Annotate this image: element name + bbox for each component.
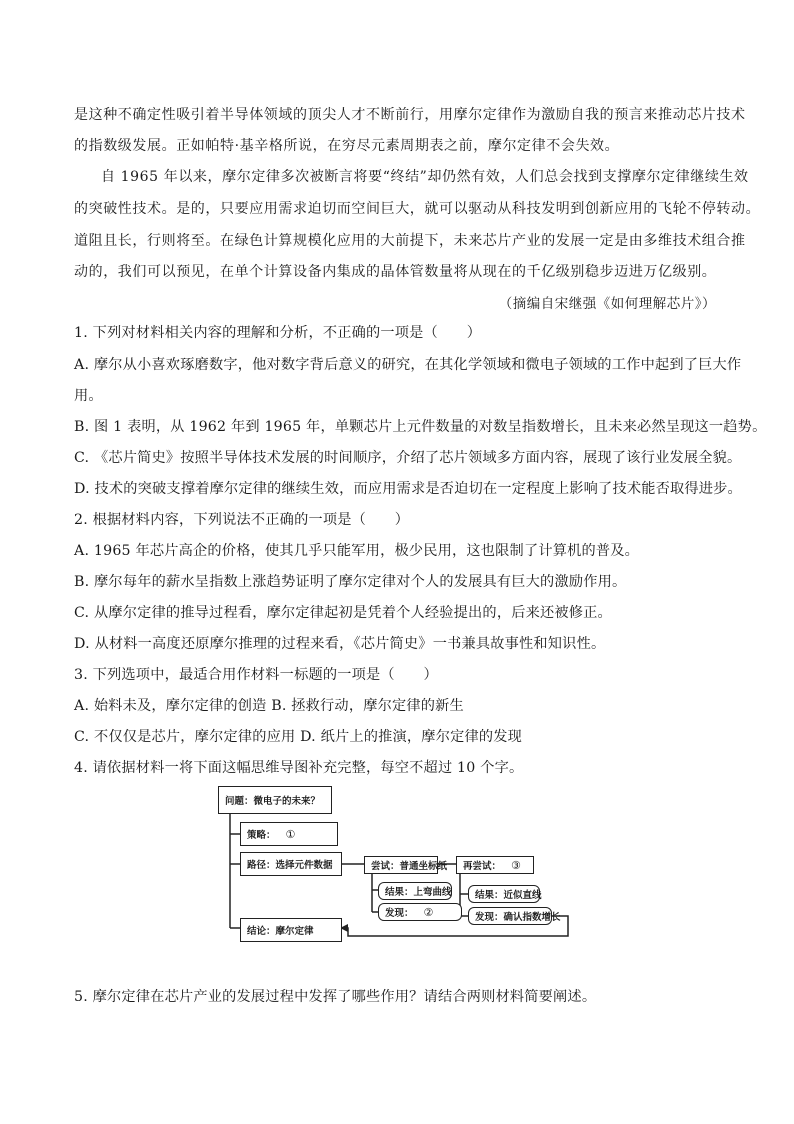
q5-stem: 5. 摩尔定律在芯片产业的发展过程中发挥了哪些作用？请结合两则材料简要阐述。: [74, 989, 597, 1005]
q2-option-c: C. 从摩尔定律的推导过程看，摩尔定律起初是凭着个人经验提出的，后来还被修正。: [74, 605, 612, 621]
passage-line-4: 的突破性技术。是的，只要应用需求迫切而空间巨大，就可以驱动从科技发明到创新应用的飞轮不停转动。: [74, 201, 761, 217]
mm-try2-text: 再尝试：: [463, 861, 502, 872]
mm-result2-text: 结果：近似直线: [475, 890, 542, 901]
q2-option-b: B. 摩尔每年的薪水呈指数上涨趋势证明了摩尔定律对个人的发展具有巨大的激励作用。: [74, 574, 627, 590]
mm-conclusion-text: 结论：摩尔定律: [247, 926, 314, 937]
mm-blank-3: ③: [511, 858, 521, 872]
mm-conclusion-box: [240, 918, 342, 942]
mm-path-text: 路径：选择元件数据: [247, 860, 333, 871]
q1-option-d: D. 技术的突破支撑着摩尔定律的继续生效，而应用需求是否迫切在一定程度上影响了技术能否取得进步。: [74, 481, 742, 497]
mm-discover2-box: [468, 907, 561, 925]
q1-option-a: A. 摩尔从小喜欢琢磨数字，他对数字背后意义的研究，在其化学领域和微电子领域的工作中起到了巨大作: [74, 357, 742, 373]
mm-discover1-box: [378, 903, 462, 921]
mm-strategy-box: [240, 822, 338, 846]
mm-try1-box: [364, 856, 448, 874]
mm-blank-1: ①: [285, 827, 296, 841]
mm-blank-2: ②: [423, 905, 434, 919]
mm-path-box: [240, 852, 342, 876]
mm-strategy-text: 策略：: [247, 830, 276, 841]
mm-result2-box: [468, 885, 540, 903]
mm-question-box: [218, 786, 332, 814]
passage-source: （摘编自宋继强《如何理解芯片》）: [498, 296, 716, 312]
mm-result1-text: 结果：上弯曲线: [385, 887, 452, 898]
mm-result1-box: [378, 882, 452, 900]
mm-question-text: 问题：微电子的未来？: [225, 796, 321, 807]
passage-line-1: 是这种不确定性吸引着半导体领域的顶尖人才不断前行，用摩尔定律作为激励自我的预言来推动芯片技术: [74, 107, 746, 123]
passage-line-3: 自 1965 年以来，摩尔定律多次被断言将要“终结”却仍然有效，人们总会找到支撑摩尔定律继续生效: [101, 169, 749, 185]
passage-line-5: 道阻且长，行则将至。在绿色计算规模化应用的大前提下，未来芯片产业的发展一定是由多维技术组合推: [74, 233, 746, 249]
q3-stem: 3. 下列选项中，最适合用作材料一标题的一项是（ ）: [74, 667, 438, 683]
q4-stem: 4. 请依据材料一将下面这幅思维导图补充完整，每空不超过 10 个字。: [74, 760, 524, 776]
q2-stem: 2. 根据材料内容，下列说法不正确的一项是（ ）: [74, 512, 410, 528]
mm-discover1-text: 发现：: [385, 908, 414, 919]
passage-line-6: 动的，我们可以预见，在单个计算设备内集成的晶体管数量将从现在的千亿级别稳步迈进万亿级别。: [74, 264, 717, 280]
mm-try2-box: [456, 856, 534, 874]
mm-try1-text: 尝试：普通坐标纸: [371, 861, 448, 872]
q1-stem: 1. 下列对材料相关内容的理解和分析，不正确的一项是（ ）: [74, 325, 482, 341]
mm-discover2-text: 发现：确认指数增长: [475, 912, 561, 923]
q2-option-d: D. 从材料一高度还原摩尔推理的过程来看，《芯片简史》一书兼具故事性和知识性。: [74, 636, 606, 652]
q1-option-a-cont: 用。: [74, 388, 103, 404]
q3-options-ab: A. 始料未及，摩尔定律的创造 B. 拯救行动，摩尔定律的新生: [74, 698, 464, 714]
mind-map: [218, 786, 578, 946]
q3-options-cd: C. 不仅仅是芯片，摩尔定律的应用 D. 纸片上的推演，摩尔定律的发现: [74, 729, 523, 745]
q1-option-c: C. 《芯片简史》按照半导体技术发展的时间顺序，介绍了芯片领域多方面内容，展现了该行业发展全貌。: [74, 450, 742, 466]
q1-option-b: B. 图 1 表明，从 1962 年到 1965 年，单颗芯片上元件数量的对数呈指数增长，且未来必然呈现这一趋势。: [74, 419, 767, 435]
q2-option-a: A. 1965 年芯片高企的价格，使其几乎只能军用，极少民用，这也限制了计算机的普及。: [74, 543, 640, 559]
passage-line-2: 的指数级发展。正如帕特·基辛格所说，在穷尽元素周期表之前，摩尔定律不会失效。: [74, 138, 620, 154]
